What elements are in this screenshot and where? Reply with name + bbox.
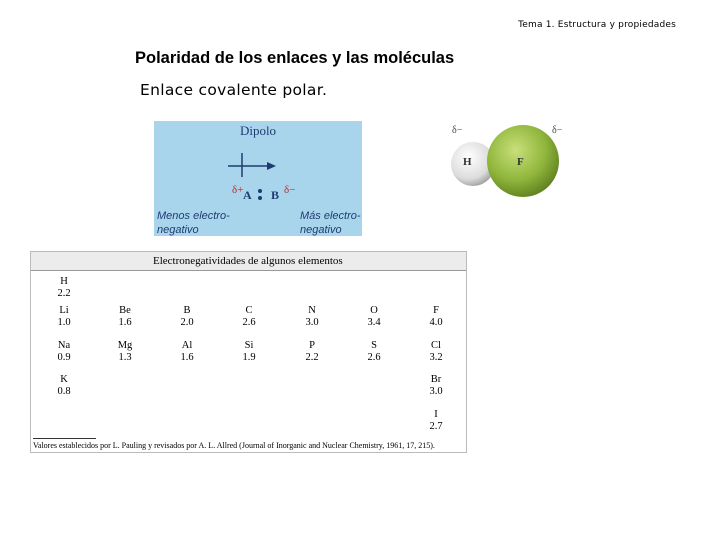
element-cell-mg	[105, 340, 145, 363]
element-symbol: Si	[244, 340, 254, 351]
element-value: 2.6	[242, 316, 256, 328]
element-cell-n	[292, 305, 332, 328]
hf-delta-right: δ−	[552, 125, 563, 136]
element-symbol: I	[434, 409, 438, 420]
element-value: 1.9	[242, 351, 256, 363]
hf-delta-left: δ−	[452, 125, 463, 136]
element-cell-k	[44, 374, 84, 397]
element-symbol: Cl	[431, 340, 441, 351]
element-value: 1.0	[57, 316, 71, 328]
element-cell-c	[229, 305, 269, 328]
element-symbol: Mg	[117, 340, 133, 351]
element-value: 3.0	[429, 385, 443, 397]
table-header	[31, 252, 466, 271]
element-symbol: K	[60, 374, 68, 385]
element-value: 2.6	[367, 351, 381, 363]
element-value: 2.2	[57, 287, 71, 299]
element-symbol: Be	[119, 305, 131, 316]
hf-atom-f: F	[517, 156, 524, 168]
element-value: 0.8	[57, 385, 71, 397]
element-value: 0.9	[57, 351, 71, 363]
element-value: 1.6	[180, 351, 194, 363]
element-cell-al	[167, 340, 207, 363]
element-cell-s	[354, 340, 394, 363]
subtitle: Enlace covalente polar.	[140, 81, 328, 99]
more-electronegative-label: Más electro-negativo	[300, 210, 361, 236]
header-note: Tema 1. Estructura y propiedades	[518, 20, 676, 30]
footnote-divider	[33, 438, 96, 439]
element-symbol: S	[371, 340, 377, 351]
electronegativity-table	[30, 251, 467, 453]
delta-minus-label: δ−	[284, 184, 296, 196]
element-value: 3.0	[305, 316, 319, 328]
element-cell-be	[105, 305, 145, 328]
element-cell-o	[354, 305, 394, 328]
element-symbol: B	[183, 305, 191, 316]
element-value: 2.2	[305, 351, 319, 363]
element-cell-si	[229, 340, 269, 363]
delta-plus-label: δ+	[232, 184, 244, 196]
table-footnote: Valores establecidos por L. Pauling y revisados por A. L. Allred (Journal of Inorganic and Nuclear Chemistry, 1961, 17, 215).	[33, 441, 435, 450]
element-cell-i	[416, 409, 456, 432]
hf-atom-h: H	[463, 156, 472, 168]
element-symbol: Li	[59, 305, 69, 316]
element-symbol: O	[370, 305, 378, 316]
table-title: Electronegatividades de algunos elementos	[153, 255, 343, 267]
element-symbol: N	[308, 305, 316, 316]
element-cell-b	[167, 305, 207, 328]
element-symbol: P	[309, 340, 315, 351]
dipole-figure	[154, 121, 362, 236]
element-cell-p	[292, 340, 332, 363]
element-value: 3.2	[429, 351, 443, 363]
element-cell-h	[44, 276, 84, 299]
element-symbol: Al	[181, 340, 193, 351]
dipole-title: Dipolo	[239, 123, 277, 138]
element-symbol: C	[245, 305, 253, 316]
element-cell-cl	[416, 340, 456, 363]
element-value: 2.0	[180, 316, 194, 328]
element-cell-br	[416, 374, 456, 397]
element-symbol: F	[433, 305, 439, 316]
element-cell-f	[416, 305, 456, 328]
atom-a-label: A	[243, 188, 252, 202]
element-value: 4.0	[429, 316, 443, 328]
element-value: 1.6	[118, 316, 132, 328]
slide-title: Polaridad de los enlaces y las moléculas	[135, 49, 455, 67]
element-value: 3.4	[367, 316, 381, 328]
element-value: 2.7	[429, 420, 443, 432]
element-symbol: Br	[430, 374, 442, 385]
element-value: 1.3	[118, 351, 132, 363]
element-symbol: H	[60, 276, 68, 287]
element-symbol: Na	[57, 340, 71, 351]
less-electronegative-label: Menos electro-negativo	[157, 210, 230, 236]
element-cell-li	[44, 305, 84, 328]
hf-molecule	[445, 120, 570, 210]
atom-b-label: B	[271, 188, 280, 202]
element-cell-na	[44, 340, 84, 363]
